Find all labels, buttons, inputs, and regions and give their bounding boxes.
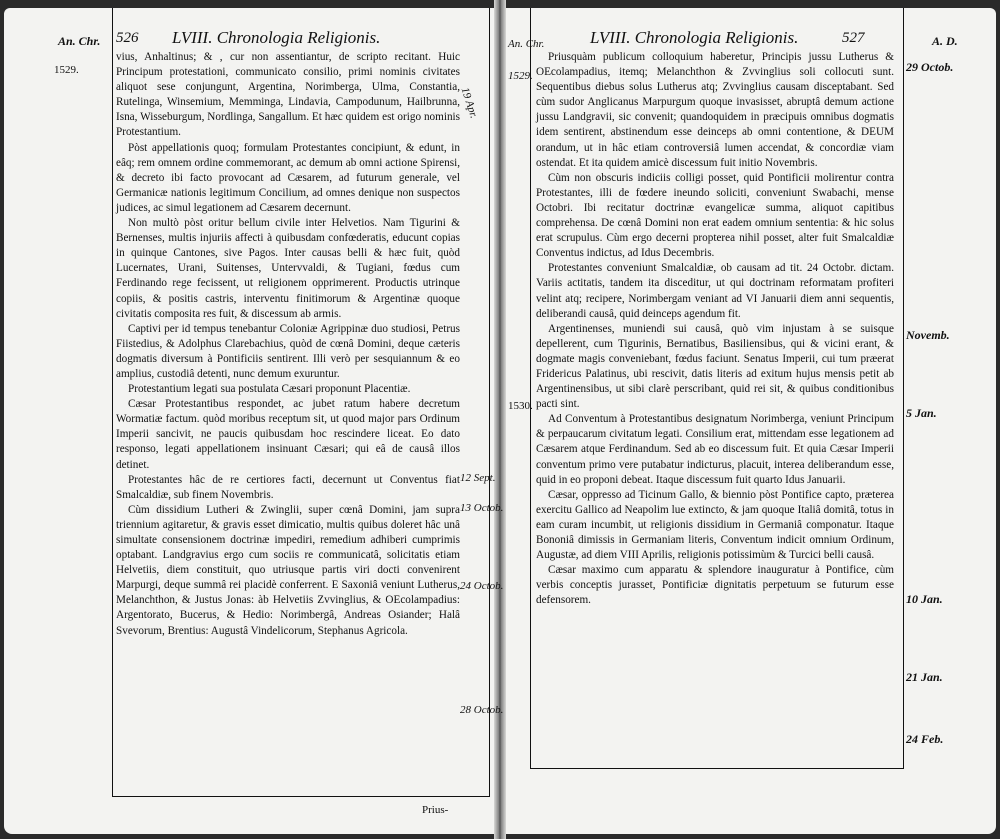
left-margin-note-2: 12 Sept. xyxy=(460,472,496,484)
left-body-text xyxy=(116,50,460,639)
right-margin-note-1: 29 Octob. xyxy=(906,60,954,74)
right-margin-note-6: 24 Feb. xyxy=(906,732,944,746)
left-paragraph-2: Pòst appellationis quoq; formulam Protestantes concipiunt, & edunt, in eâq; rem omnem ordine commemorant, ac demum ab omni actione Spirensi, & decreto ibi facto provocant ad Cæsarem, ad futurum generale, vel Germanicæ nationis legitimum Concilium, ad omnes denique non suspectos judices, ac simul legationem ad Cæsarem decernunt. xyxy=(116,141,460,214)
right-body-text xyxy=(536,50,894,608)
left-paragraph-6: Cæsar Protestantibus respondet, ac jubet ratum habere decretum Wormatiæ factum. quòd moribus receptum sit, ut quod major pars Ordinum Imperii sancivit, ne paucis quibusdam hoc rescindere liceat. Eo dato responso, legati appellationem insinuant Cæsari; qui eâ de causâ illos detinet. xyxy=(116,398,460,471)
right-margin-note-4: 10 Jan. xyxy=(906,592,943,606)
left-paragraph-8: Cùm dissidium Lutheri & Zwinglii, super cœnâ Domini, jam supra triennium agitaretur, & gravis esset dimicatio, multis quibus doleret hâc unâ simultate consensionem doctrinæ impediri, remedium adhiberi cumprimis optabant. Landgravius ergo cum sociis re communicatâ, solicitatis etiam Helvetiis, diem constituit, quo utriusque partis viri docti convenirent Marpurgi, deque summâ rei placidè conferrent. E Saxoniâ veniunt Lutherus, Melanchthon, & Justus Jonas: àb Helvetiis Zvvinglius, & OEcolampadius: Argentorato, Bucerus, & Hedio: Norimbergâ, Andreas Osiander; Halâ Svevorum, Brentius: Augustâ Vindelicorum, Stephanus Agricola. xyxy=(116,503,460,637)
right-page-number: 527 xyxy=(842,30,865,46)
right-paragraph-5: Ad Conventum à Protestantibus designatum Norimberga, veniunt Principum & perpaucarum civitatum legati. Consilium erat, mittendam esse legationem ad Cæsarem atque Ferdinandum. Sed ab eo discessum fuit. Et quia Cæsar Imperii conventum primo vere putabatur indicturus, placuit, interea deliberandum esse, quid in eo proponi debeat. Itaque discessum fuit quarto Idus Januarii. xyxy=(536,413,894,486)
right-page xyxy=(506,8,996,834)
right-corner-left-label: An. Chr. xyxy=(508,38,545,50)
right-paragraph-2: Cùm non obscuris indiciis colligi posset, quid Pontificii molirentur contra Protestantes, illi de fœdere ineundo soliciti, conveniunt Swabachi, mense Octobri. Ibi recitatur doctrinæ evangelicæ summa, aliquot capitibus comprehensa. De cœnâ Domini non erat eadem omnium sententia: & hic solus erat scrupulus. Cùm ergo decerni propterea nihil posset, alter fuit Smalcaldiæ Conventus indictus, ad Idus Decembris. xyxy=(536,171,894,260)
left-page xyxy=(4,8,504,834)
left-catchword: Prius- xyxy=(422,804,449,816)
right-margin-note-3: 5 Jan. xyxy=(906,406,937,420)
right-corner-label: A. D. xyxy=(932,34,958,48)
left-paragraph-4: Captivi per id tempus tenebantur Coloniæ Agrippinæ duo studiosi, Petrus Fiistedius, & Adolphus Clarebachius, quòd de cœnâ Domini, deque cæteris dogmatis diversum à Pontificiis sentirent. Illi verò per sesquiannum & eo amplius, custodiâ detenti, nunc demum exuruntur. xyxy=(116,322,460,380)
left-running-head: LVIII. Chronologia Religionis. xyxy=(172,28,381,47)
left-paragraph-1: vius, Anhaltinus; & , cur non assentiantur, de scripto recitant. Huic Principum protestationi, communicato consilio, primi nominis civitates aliquot sese conjungunt, Argentina, Norimberga, Ulma, Constantia, Rutelinga, Winsemium, Memminga, Lindavia, Campodunum, Hailbrunna, Isna, Wisseburgum, Nordlinga, Sangallum. Et hæc quidem est origo nominis Protestantium. xyxy=(116,51,460,139)
right-paragraph-4: Argentinenses, muniendi sui causâ, quò vim injustam à se suisque depellerent, cum Tigurinis, Bernatibus, Basiliensibus, qui & vicini erant, & dogmate magis conveniebant, fœdus faciunt. Senatus Imperii, cui tum præerat Fridericus Palatinus, ubi rescivit, datis literis ad exitum hujus mensis petit ab Argentinensibus, ut sibi clarè perscribant, quid rei sit, & quibus conditionibus pacti sint. xyxy=(536,322,894,411)
left-margin-note-5: 28 Octob. xyxy=(460,704,504,716)
left-paragraph-3: Non multò pòst oritur bellum civile inter Helvetios. Nam Tigurini & Bernenses, multis injuriis affecti à quibusdam confœderatis, educunt copias in quinque Cantones, sive Pagos. Inter causas belli & hæc fuit, quòd Lucernates, Urani, Suitenses, Untervvaldi, & Tugiani, fœdus cum Ferdinando rege fecissent, ut religionem opprimerent. Productis utrinque copiis, & positis castris, interventu finitimorum & Argentinæ quoque civitatis composita res fuit, & discessum ab armis. xyxy=(116,217,460,320)
right-year-1529: 1529. xyxy=(508,70,533,82)
left-margin-note-1: 19 Apr. xyxy=(458,86,480,120)
right-paragraph-6: Cæsar, oppresso ad Ticinum Gallo, & biennio pòst Pontifice capto, præterea exercitu Gallico ad Neapolim lue extincto, & jam quoque Italiâ domitâ, totus in eam curam incumbit, ut religionis dissidium in Germaniâ componatur. Itaque Bononiâ dimissis in Germaniam literis, Conventum indicit omnium Ordinum, Augustæ, ad diem VIII Aprilis, religionis potissimùm & Turcici belli causâ. xyxy=(536,488,894,562)
right-paragraph-7: Cæsar maximo cum apparatu & splendore inauguratur à Pontifice, cùm verbis conceptis jurasset, Pontificiæ dignitatis perpetuum se futurum esse defensorem. xyxy=(536,564,894,607)
left-page-number: 526 xyxy=(116,30,139,46)
right-paragraph-1: Priusquàm publicum colloquium haberetur, Principis jussu Lutherus & OEcolampadius, itemq; Melanchthon & Zvvinglius soli collocuti sunt. Sequentibus diebus solus Lutherus atq; Zvvinglius causam disceptabant. Sed cùm sudor Anglicanus Marpurgum quoque invasisset, abruptâ demum actione jussu Landgravii, sic convenit; quandoquidem in præcipuis omnibus dogmatis idem sentirent, abstinendum esse deinceps ab omni contentione, & DEUM orandum, ut in hâc etiam controversiâ lumen accendat, & concordiæ viam ostendat. Et ita quidem amicè discessum fuit initio Novembris. xyxy=(536,51,894,169)
left-margin-note-3: 13 Octob. xyxy=(460,502,504,514)
left-corner-label: An. Chr. xyxy=(58,34,101,48)
left-paragraph-5: Protestantium legati sua postulata Cæsari proponunt Placentiæ. xyxy=(128,383,411,396)
right-margin-note-2: Novemb. xyxy=(906,328,950,342)
left-margin-note-4: 24 Octob. xyxy=(460,580,504,592)
right-margin-note-5: 21 Jan. xyxy=(906,670,943,684)
left-paragraph-7: Protestantes hâc de re certiores facti, decernunt ut Conventus fiat Smalcaldiæ, sub finem Novembris. xyxy=(116,473,460,501)
left-year-1529: 1529. xyxy=(54,64,79,76)
right-year-1530: 1530. xyxy=(508,400,533,412)
right-paragraph-3: Protestantes conveniunt Smalcaldiæ, ob causam ad tit. 24 Octobr. dictam. Variis actitatis, tandem ita disceditur, ut qui doctrinam reformatam profiteri velint atq; recipere, Norimbergam veniant ad VI Januarii diem anni sequentis, deliberandi causâ, quid deinceps agendum fit. xyxy=(536,262,894,320)
right-running-head: LVIII. Chronologia Religionis. xyxy=(590,28,799,47)
